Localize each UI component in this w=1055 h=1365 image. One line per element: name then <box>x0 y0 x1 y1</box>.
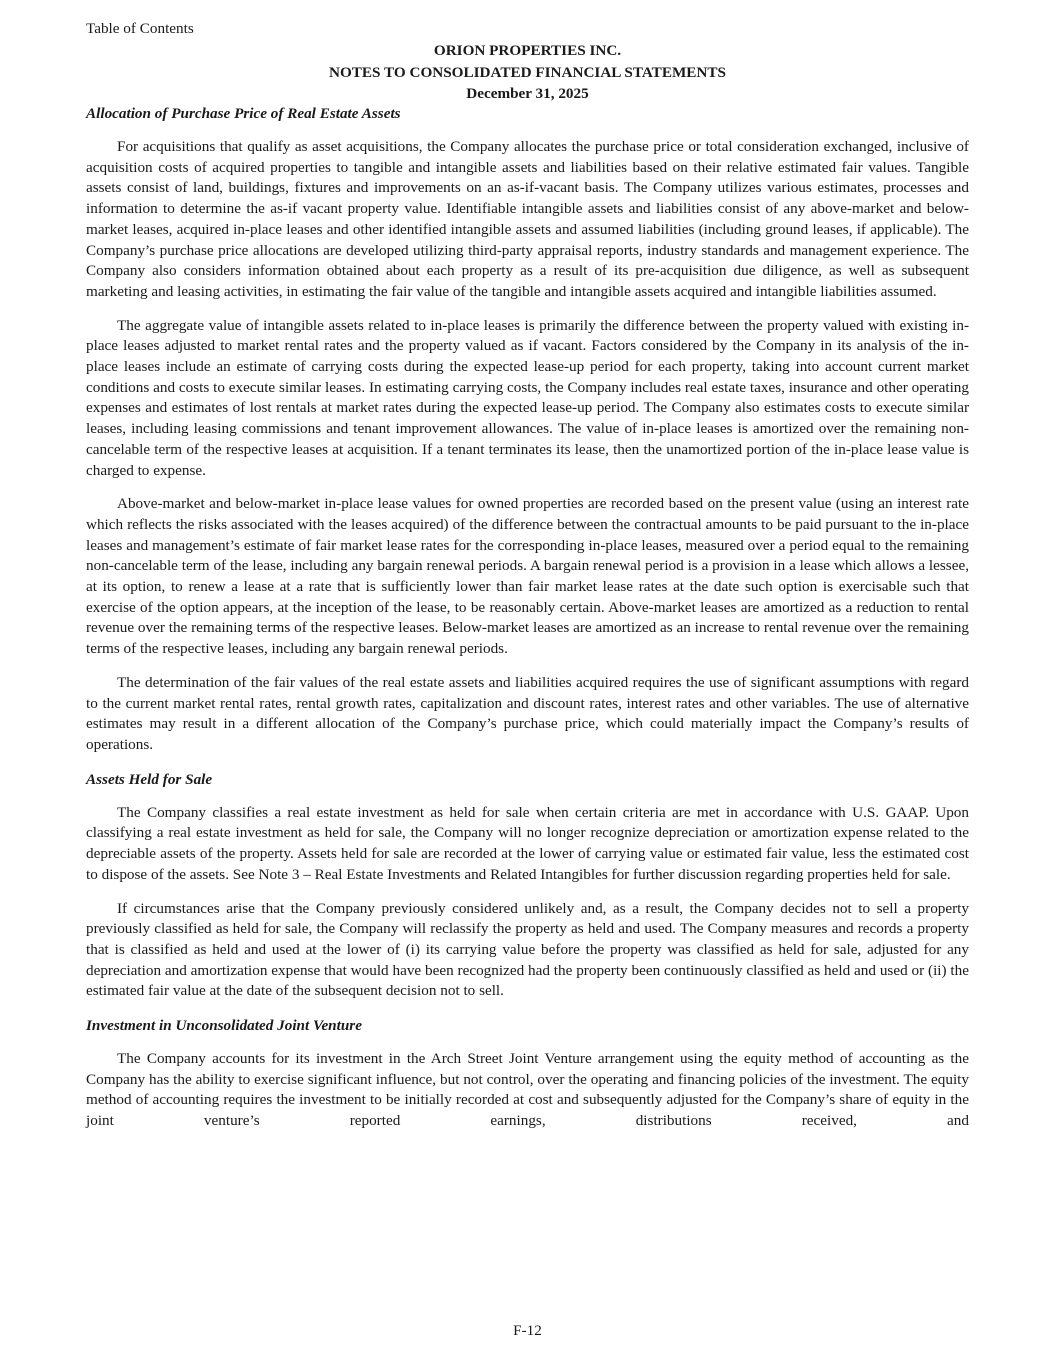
paragraph: The determination of the fair values of the real estate assets and liabilities acquired requires the use of significant assumptions with regard to the current market rental rates, rental growth rates, capitalization and discount rates, interest rates and other variables. The use of alternative estimates may result in a different allocation of the Company’s purchase price, which could materially impact the Company’s results of operations. <box>86 673 969 753</box>
paragraph: If circumstances arise that the Company previously considered unlikely and, as a result, the Company decides not to sell a property previously classified as held for sale, the Company will reclassify the property as held and used. The Company measures and records a property that is classified as held and used at the lower of (i) its carrying value before the property was classified as held for sale, adjusted for any depreciation and amortization expense that would have been recognized had the property been continuously classified as held and used or (ii) the estimated fair value at the date of the subsequent decision not to sell. <box>86 899 969 1000</box>
page-number: F-12 <box>513 1322 542 1339</box>
paragraph: For acquisitions that qualify as asset acquisitions, the Company allocates the purchase price or total consideration exchanged, inclusive of acquisition costs of acquired properties to tangible and intangible assets and liabilities based on their relative estimated fair values. Tangible assets consist of land, buildings, fixtures and improvements on an as-if-vacant basis. The Company utilizes various estimates, processes and information to determine the as-if vacant property value. Identifiable intangible assets and liabilities consist of any above-market and below-market leases, acquired in-place leases and other identified intangible assets and assumed liabilities (including ground leases, if applicable). The Company’s purchase price allocations are developed utilizing third-party appraisal reports, industry standards and management experience. The Company also considers information obtained about each property as a result of its pre-acquisition due diligence, as well as subsequent marketing and leasing activities, in estimating the fair value of the tangible and intangible assets acquired and intangible liabilities assumed. <box>86 138 969 300</box>
document-title: NOTES TO CONSOLIDATED FINANCIAL STATEMENTS <box>329 63 726 81</box>
section-heading: Assets Held for Sale <box>86 770 213 788</box>
document-header <box>86 40 969 105</box>
section-investment-in-unconsolidated-joint-venture <box>86 1015 969 1132</box>
paragraph: The aggregate value of intangible assets related to in-place leases is primarily the difference between the property valued with existing in-place leases adjusted to market rental rates and the property valued as if vacant. Factors considered by the Company in its analysis of the in-place leases include an estimate of carrying costs during the expected lease-up period for each property, taking into account current market conditions and costs to execute similar leases. In estimating carrying costs, the Company includes real estate taxes, insurance and other operating expenses and estimates of lost rentals at market rates during the expected lease-up period. The Company also estimates costs to execute similar leases, including leasing commissions and tenant improvement allowances. The value of in-place leases is amortized over the remaining non-cancelable term of the respective leases at acquisition. If a tenant terminates its lease, then the unamortized portion of the in-place lease value is charged to expense. <box>86 316 969 479</box>
company-name: ORION PROPERTIES INC. <box>433 42 622 59</box>
section-assets-held-for-sale <box>86 769 969 1002</box>
paragraph: The Company classifies a real estate investment as held for sale when certain criteria are met in accordance with U.S. GAAP. Upon classifying a real estate investment as held for sale, the Company will no longer recognize depreciation or amortization expense related to the depreciable assets of the property. Assets held for sale are recorded at the lower of carrying value or estimated fair value, less the estimated cost to dispose of the assets. See Note 3 – Real Estate Investments and Related Intangibles for further discussion regarding properties held for sale. <box>86 803 969 883</box>
section-allocation-of-purchase-price <box>86 103 969 756</box>
section-heading: Investment in Unconsolidated Joint Venture <box>86 1017 362 1035</box>
statement-date: December 31, 2025 <box>466 85 589 102</box>
notes-content <box>86 103 969 1132</box>
paragraph: The Company accounts for its investment in the Arch Street Joint Venture arrangement using the equity method of accounting as the Company has the ability to exercise significant influence, but not control, over the operating and financing policies of the investment. The equity method of accounting requires the investment to be initially recorded at cost and subsequently adjusted for the Company’s share of equity in the joint venture’s reported earnings, distributions received, and <box>86 1050 969 1130</box>
paragraph: Above-market and below-market in-place lease values for owned properties are recorded based on the present value (using an interest rate which reflects the risks associated with the leases acquired) of the difference between the contractual amounts to be paid pursuant to the in-place leases and management’s estimate of fair market lease rates for the corresponding in-place leases, measured over a period equal to the remaining non-cancelable term of the lease, including any bargain renewal periods. A bargain renewal period is a provision in a lease which allows a lessee, at its option, to renew a lease at a rate that is sufficiently lower than fair market lease rates at the date such option is exercisable such that exercise of the option appears, at the inception of the lease, to be reasonably certain. Above-market leases are amortized as a reduction to rental revenue over the remaining terms of the respective leases. Below-market leases are amortized as an increase to rental revenue over the remaining terms of the respective leases, including any bargain renewal periods. <box>86 495 969 658</box>
table-of-contents-link[interactable]: Table of Contents <box>86 20 194 37</box>
section-heading: Allocation of Purchase Price of Real Estate Assets <box>86 105 401 122</box>
